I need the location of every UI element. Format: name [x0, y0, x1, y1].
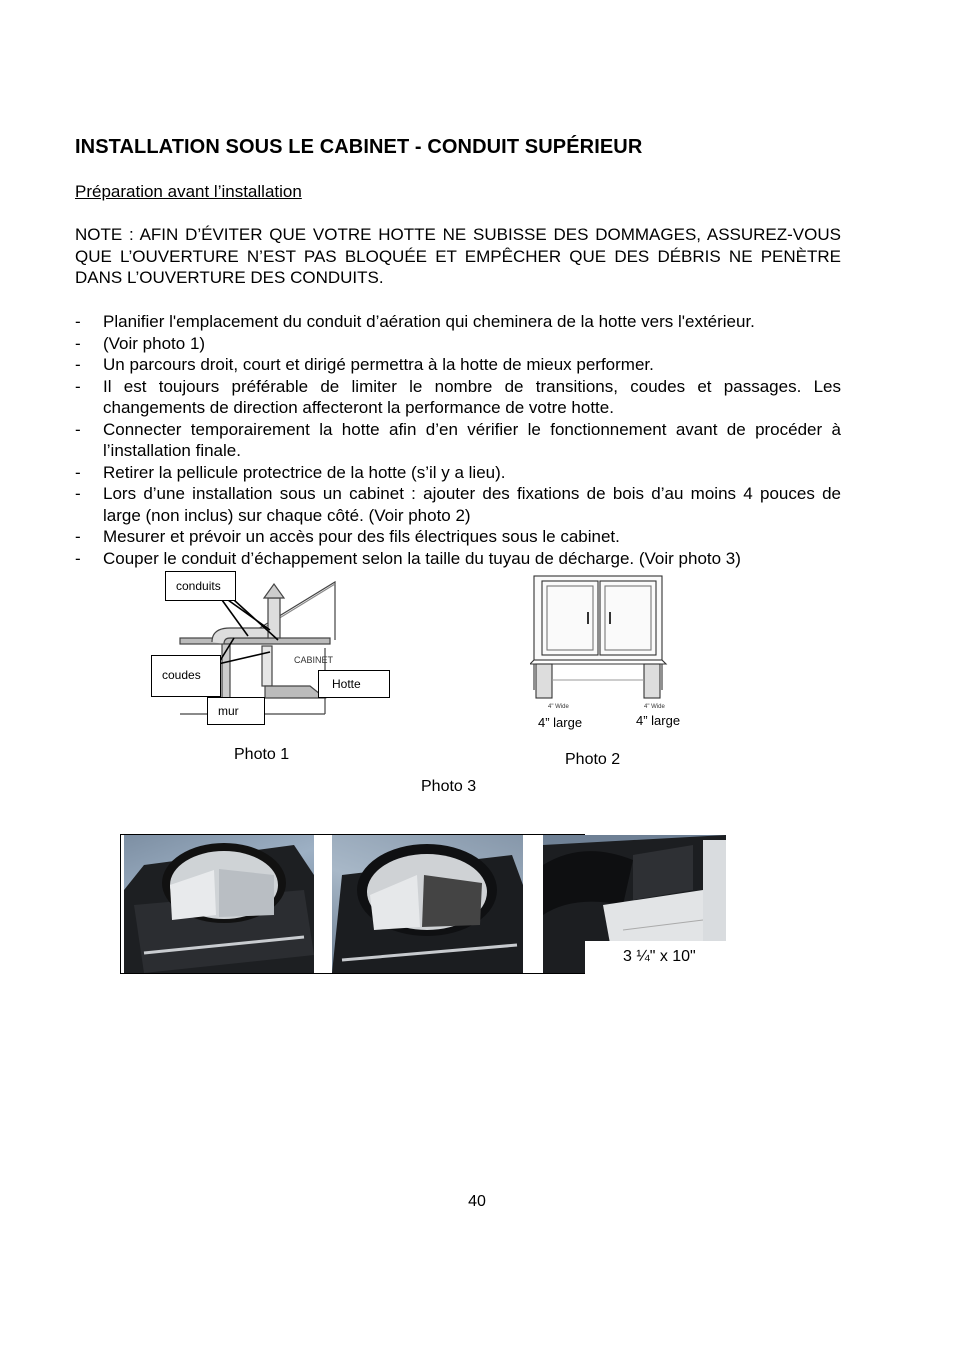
duct-size-label: 3 ¼" x 10" [623, 948, 696, 965]
bullet-marker: - [75, 419, 81, 439]
bullet-marker: - [75, 462, 81, 482]
list-item [75, 462, 841, 484]
list-item-text: Retirer la pellicule protectrice de la hotte (s’il y a lieu). [103, 462, 506, 482]
photo-hood-top-1 [124, 835, 314, 973]
list-item [75, 333, 841, 355]
list-item-text: (Voir photo 1) [103, 333, 206, 353]
dimension-label-left: 4” large [538, 715, 583, 730]
figure-duct-diagram [150, 570, 390, 730]
list-item [75, 526, 841, 548]
cabinet-line-drawing [530, 572, 670, 712]
list-item-text: Couper le conduit d’échappement selon la taille du tuyau de décharge. (Voir photo 3) [103, 548, 741, 568]
label-hotte: Hotte [318, 670, 390, 698]
list-item [75, 354, 841, 376]
bullet-marker: - [75, 527, 81, 546]
bullet-marker: - [75, 312, 81, 331]
bullet-marker: - [75, 333, 81, 353]
list-item-text: Planifier l'emplacement du conduit d’aération qui cheminera de la hotte vers l'extérieur. [103, 312, 755, 331]
photo-strip [120, 834, 726, 975]
list-item [75, 548, 841, 570]
figure-caption-photo-2: Photo 2 [565, 751, 621, 768]
list-item-text: Il est toujours préférable de limiter le nombre de transitions, coudes et passages. Les changements de direction affecteront la performance de votre hotte. [103, 376, 841, 417]
list-item-text: Mesurer et prévoir un accès pour des fils électriques sous le cabinet. [103, 527, 620, 546]
label-mur: mur [207, 697, 265, 725]
page-title: INSTALLATION SOUS LE CABINET - CONDUIT SUPÉRIEUR [75, 136, 643, 158]
instruction-list [75, 311, 841, 569]
cabinet-drawing-label-right: 4" Wide [644, 704, 665, 710]
list-item-text: Connecter temporairement la hotte afin d’en vérifier le fonctionnement avant de procéder à l’installation finale. [103, 419, 841, 460]
bullet-marker: - [75, 355, 81, 374]
figure-cabinet-diagram [530, 572, 670, 712]
page-number: 40 [468, 1193, 486, 1210]
photo-hood-top-2 [332, 835, 523, 973]
section-subheading: Préparation avant l’installation [75, 182, 302, 201]
cabinet-drawing-label: CABINET [294, 655, 334, 665]
list-item-text: Un parcours droit, court et dirigé permettra à la hotte de mieux performer. [103, 355, 654, 374]
list-item [75, 419, 841, 462]
dimension-label-right: 4” large [636, 713, 681, 728]
list-item [75, 376, 841, 419]
list-item [75, 311, 841, 333]
figure-caption-photo-1: Photo 1 [234, 746, 290, 763]
bullet-marker: - [75, 548, 81, 568]
cabinet-drawing-label-left: 4" Wide [548, 704, 569, 710]
figure-caption-photo-3: Photo 3 [421, 778, 477, 795]
list-item-text: Lors d’une installation sous un cabinet : ajouter des fixations de bois d’au moins 4 pouces de large (non inclus) sur chaque côté. (Voir photo 2) [103, 484, 841, 525]
bullet-marker: - [75, 376, 81, 396]
label-conduits: conduits [165, 571, 236, 601]
list-item [75, 483, 841, 526]
label-coudes: coudes [151, 655, 221, 697]
bullet-marker: - [75, 484, 81, 503]
warning-note: NOTE : AFIN D’ÉVITER QUE VOTRE HOTTE NE SUBISSE DES DOMMAGES, ASSUREZ-VOUS QUE L’OUVERTURE N’EST PAS BLOQUÉE ET EMPÊCHER QUE DES DÉBRIS NE PENÈTRE DANS L’OUVERTURE DES CONDUITS. [75, 225, 841, 287]
